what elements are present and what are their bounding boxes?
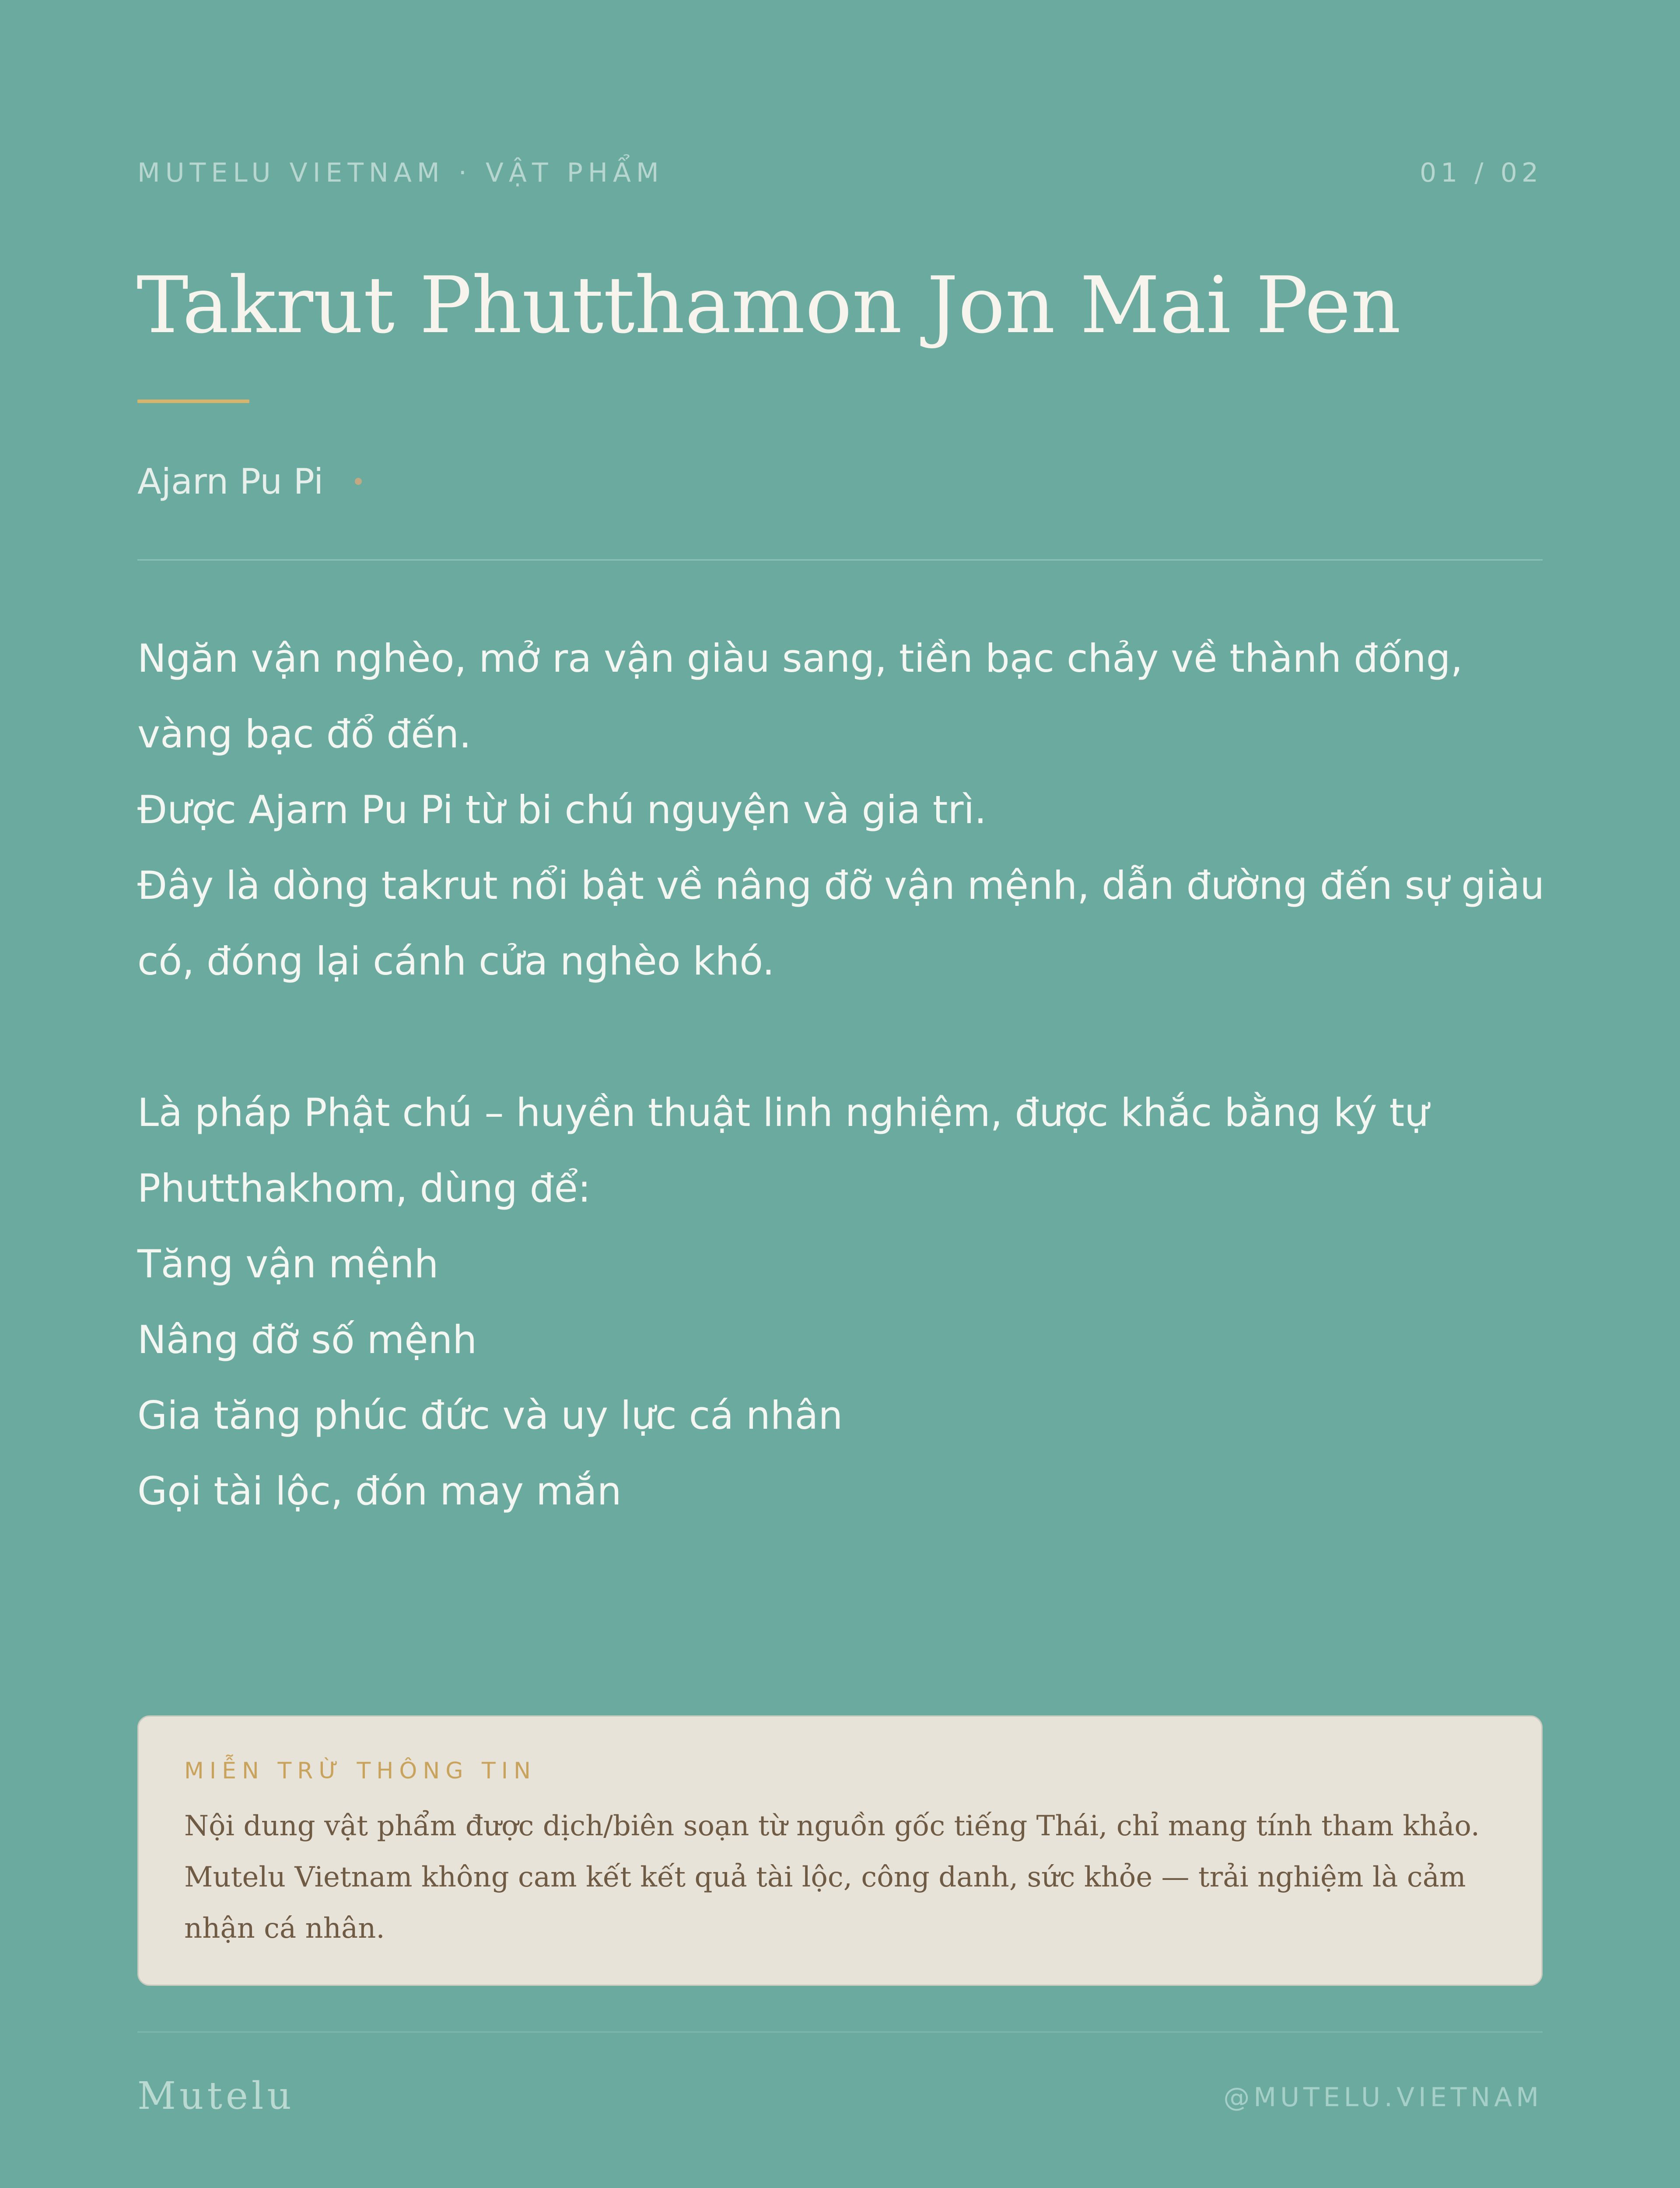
description-line: Được Ajarn Pu Pi từ bi chú nguyện và gia trì. [137,787,987,832]
title-accent-rule [137,400,249,403]
section-divider [137,559,1543,561]
item-title: Takrut Phutthamon Jon Mai Pen [136,260,1401,351]
brand-wordmark: Mutelu [137,2074,295,2118]
description-line: Đây là dòng takrut nổi bật về nâng đỡ vận mệnh, dẫn đường đến sự giàu có, đóng lại cánh cửa nghèo khó. [137,863,1545,984]
use-item: Tăng vận mệnh [137,1241,439,1287]
social-handle: @MUTELU.VIETNAM [1223,2082,1543,2113]
use-item: Gia tăng phúc đức và uy lực cá nhân [137,1393,843,1438]
use-item: Gọi tài lộc, đón may mắn [137,1469,622,1514]
dot-icon [355,478,362,485]
disclaimer-box [137,1715,1543,1986]
footer-divider [137,2031,1543,2033]
item-description [137,621,1549,1529]
eyebrow-label: MUTELU VIETNAM · VẬT PHẨM [137,158,664,188]
page-counter: 01 / 02 [1419,158,1543,188]
card-header [137,155,1543,190]
disclaimer-text: Nội dung vật phẩm được dịch/biên soạn từ nguồn gốc tiếng Thái, chỉ mang tính tham khảo. Mutelu Vietnam không cam kết kết quả tài lộc, công danh, sức khỏe — trải nghiệm là cảm nhận cá nhân. [184,1810,1480,1945]
author-name: Ajarn Pu Pi [137,461,324,502]
author-row [137,455,362,508]
use-item: Nâng đỡ số mệnh [137,1317,477,1362]
paragraph-gap [137,999,1549,1075]
uses-intro: Là pháp Phật chú – huyền thuật linh nghiệm, được khắc bằng ký tự Phutthakhom, dùng để: [137,1090,1429,1211]
description-line: Ngăn vận nghèo, mở ra vận giàu sang, tiền bạc chảy về thành đống, vàng bạc đổ đến. [137,636,1463,757]
disclaimer-title: MIỄN TRỪ THÔNG TIN [184,1758,537,1784]
